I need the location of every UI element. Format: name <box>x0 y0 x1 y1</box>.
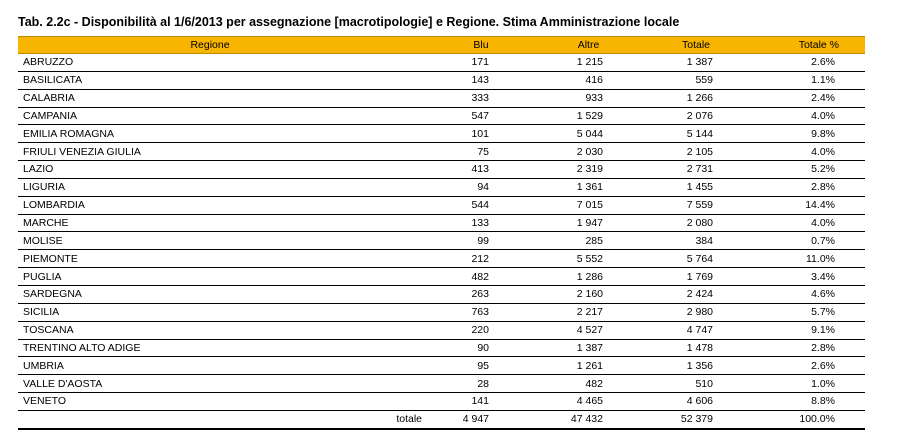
cell-regione: PIEMONTE <box>18 250 428 268</box>
table-row <box>18 393 865 411</box>
cell-regione: ABRUZZO <box>18 54 428 72</box>
cell-blu: 99 <box>428 232 534 250</box>
table-row <box>18 375 865 393</box>
cell-totale: 1 455 <box>643 178 749 196</box>
cell-altre: 1 215 <box>534 54 643 72</box>
cell-altre: 2 160 <box>534 285 643 303</box>
table-row <box>18 71 865 89</box>
cell-regione: TOSCANA <box>18 321 428 339</box>
cell-pct: 2.6% <box>749 357 865 375</box>
cell-pct: 2.4% <box>749 89 865 107</box>
cell-altre: 1 529 <box>534 107 643 125</box>
cell-totale: 2 980 <box>643 303 749 321</box>
table-row <box>18 89 865 107</box>
cell-altre: 2 030 <box>534 143 643 161</box>
cell-pct: 5.7% <box>749 303 865 321</box>
table-row <box>18 321 865 339</box>
cell-blu: 101 <box>428 125 534 143</box>
cell-blu: 482 <box>428 268 534 286</box>
table-header <box>18 37 865 54</box>
cell-blu: 28 <box>428 375 534 393</box>
cell-regione: VALLE D'AOSTA <box>18 375 428 393</box>
cell-regione: LAZIO <box>18 161 428 179</box>
cell-regione: VENETO <box>18 393 428 411</box>
table-row <box>18 143 865 161</box>
totals-row <box>18 410 865 429</box>
cell-altre: 5 044 <box>534 125 643 143</box>
cell-altre: 1 361 <box>534 178 643 196</box>
cell-blu: 133 <box>428 214 534 232</box>
cell-regione: CALABRIA <box>18 89 428 107</box>
cell-altre: 1 261 <box>534 357 643 375</box>
cell-totale: 2 731 <box>643 161 749 179</box>
totals-label: totale <box>18 410 428 429</box>
cell-regione: PUGLIA <box>18 268 428 286</box>
cell-altre: 4 527 <box>534 321 643 339</box>
cell-totale: 7 559 <box>643 196 749 214</box>
cell-regione: TRENTINO ALTO ADIGE <box>18 339 428 357</box>
table-row <box>18 178 865 196</box>
cell-altre: 4 465 <box>534 393 643 411</box>
cell-pct: 2.6% <box>749 54 865 72</box>
cell-blu: 141 <box>428 393 534 411</box>
table-row <box>18 339 865 357</box>
cell-altre: 1 286 <box>534 268 643 286</box>
totals-pct: 100.0% <box>749 410 865 429</box>
cell-totale: 559 <box>643 71 749 89</box>
cell-totale: 1 356 <box>643 357 749 375</box>
cell-totale: 5 764 <box>643 250 749 268</box>
cell-pct: 4.0% <box>749 143 865 161</box>
cell-pct: 1.1% <box>749 71 865 89</box>
cell-totale: 2 080 <box>643 214 749 232</box>
cell-altre: 285 <box>534 232 643 250</box>
cell-pct: 0.7% <box>749 232 865 250</box>
cell-regione: EMILIA ROMAGNA <box>18 125 428 143</box>
table-row <box>18 303 865 321</box>
cell-regione: CAMPANIA <box>18 107 428 125</box>
cell-totale: 4 747 <box>643 321 749 339</box>
totals-totale: 52 379 <box>643 410 749 429</box>
cell-totale: 2 105 <box>643 143 749 161</box>
table-row <box>18 357 865 375</box>
cell-regione: MARCHE <box>18 214 428 232</box>
cell-blu: 413 <box>428 161 534 179</box>
cell-blu: 90 <box>428 339 534 357</box>
cell-totale: 1 387 <box>643 54 749 72</box>
col-header-blu: Blu <box>428 37 534 54</box>
cell-regione: BASILICATA <box>18 71 428 89</box>
cell-blu: 95 <box>428 357 534 375</box>
cell-blu: 143 <box>428 71 534 89</box>
cell-altre: 2 217 <box>534 303 643 321</box>
cell-blu: 75 <box>428 143 534 161</box>
cell-blu: 333 <box>428 89 534 107</box>
table-body <box>18 54 865 411</box>
cell-pct: 3.4% <box>749 268 865 286</box>
totals-blu: 4 947 <box>428 410 534 429</box>
cell-altre: 7 015 <box>534 196 643 214</box>
table-row <box>18 214 865 232</box>
cell-regione: UMBRIA <box>18 357 428 375</box>
cell-blu: 544 <box>428 196 534 214</box>
cell-totale: 510 <box>643 375 749 393</box>
cell-pct: 5.2% <box>749 161 865 179</box>
table-row <box>18 268 865 286</box>
cell-totale: 1 769 <box>643 268 749 286</box>
cell-regione: LOMBARDIA <box>18 196 428 214</box>
cell-altre: 5 552 <box>534 250 643 268</box>
cell-blu: 171 <box>428 54 534 72</box>
cell-altre: 1 947 <box>534 214 643 232</box>
header-row <box>18 37 865 54</box>
cell-altre: 2 319 <box>534 161 643 179</box>
cell-pct: 2.8% <box>749 178 865 196</box>
cell-totale: 4 606 <box>643 393 749 411</box>
cell-totale: 1 266 <box>643 89 749 107</box>
table-row <box>18 125 865 143</box>
cell-altre: 1 387 <box>534 339 643 357</box>
cell-pct: 1.0% <box>749 375 865 393</box>
cell-totale: 5 144 <box>643 125 749 143</box>
cell-pct: 2.8% <box>749 339 865 357</box>
table-row <box>18 54 865 72</box>
cell-blu: 547 <box>428 107 534 125</box>
cell-totale: 2 076 <box>643 107 749 125</box>
cell-altre: 416 <box>534 71 643 89</box>
cell-regione: MOLISE <box>18 232 428 250</box>
cell-regione: LIGURIA <box>18 178 428 196</box>
cell-totale: 2 424 <box>643 285 749 303</box>
cell-pct: 4.6% <box>749 285 865 303</box>
table-row <box>18 232 865 250</box>
cell-blu: 94 <box>428 178 534 196</box>
cell-blu: 263 <box>428 285 534 303</box>
cell-pct: 4.0% <box>749 107 865 125</box>
table-row <box>18 107 865 125</box>
cell-altre: 482 <box>534 375 643 393</box>
cell-regione: SARDEGNA <box>18 285 428 303</box>
totals-altre: 47 432 <box>534 410 643 429</box>
cell-totale: 1 478 <box>643 339 749 357</box>
col-header-totale-pct: Totale % <box>749 37 865 54</box>
cell-altre: 933 <box>534 89 643 107</box>
cell-blu: 212 <box>428 250 534 268</box>
cell-pct: 9.1% <box>749 321 865 339</box>
col-header-regione: Regione <box>18 37 428 54</box>
cell-regione: FRIULI VENEZIA GIULIA <box>18 143 428 161</box>
data-table <box>18 36 865 430</box>
cell-pct: 4.0% <box>749 214 865 232</box>
cell-pct: 11.0% <box>749 250 865 268</box>
table-row <box>18 250 865 268</box>
cell-totale: 384 <box>643 232 749 250</box>
cell-pct: 8.8% <box>749 393 865 411</box>
table-title: Tab. 2.2c - Disponibilità al 1/6/2013 per assegnazione [macrotipologie] e Regione. Stima Amministrazione locale <box>18 15 680 29</box>
cell-regione: SICILIA <box>18 303 428 321</box>
cell-pct: 9.8% <box>749 125 865 143</box>
table-row <box>18 196 865 214</box>
cell-blu: 220 <box>428 321 534 339</box>
col-header-altre: Altre <box>534 37 643 54</box>
cell-pct: 14.4% <box>749 196 865 214</box>
table-row <box>18 161 865 179</box>
table-row <box>18 285 865 303</box>
col-header-totale: Totale <box>643 37 749 54</box>
cell-blu: 763 <box>428 303 534 321</box>
table-footer <box>18 410 865 429</box>
